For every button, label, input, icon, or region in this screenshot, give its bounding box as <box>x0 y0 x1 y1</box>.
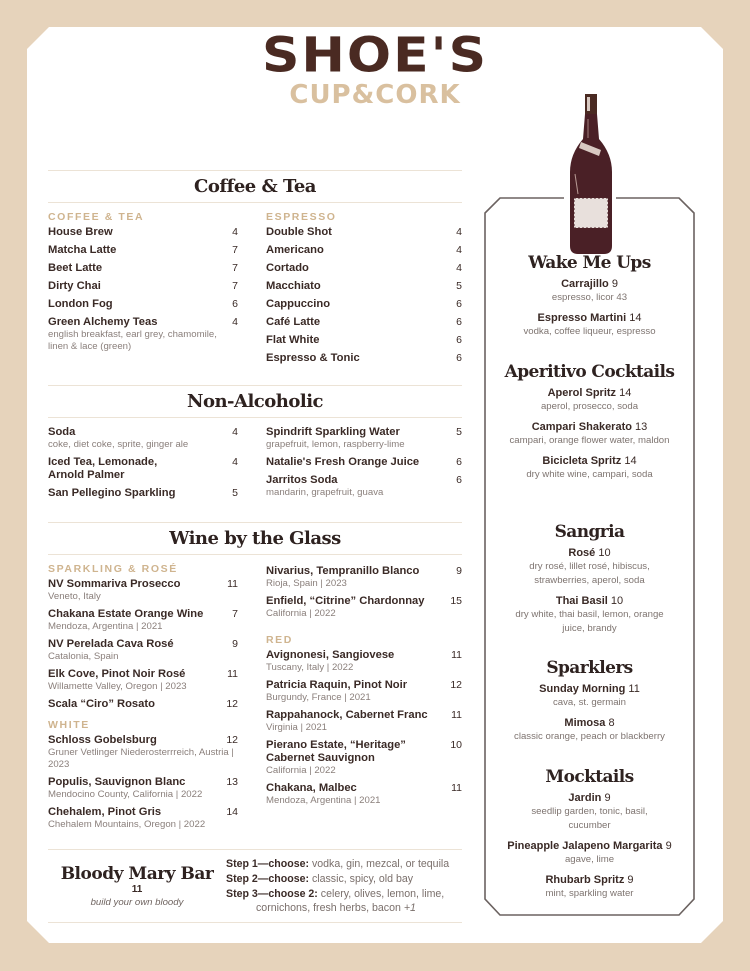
cocktail-price: 14 <box>624 455 637 467</box>
left-column <box>48 170 462 923</box>
item-description: Burgundy, France | 2021 <box>266 692 371 703</box>
menu-item <box>266 334 462 347</box>
step-label: Step 3—choose 2: <box>226 888 318 900</box>
item-price: 14 <box>226 806 238 818</box>
step-3 <box>226 887 449 902</box>
item-price: 5 <box>456 280 462 292</box>
item-price: 7 <box>232 608 238 620</box>
cocktail-price: 11 <box>628 683 640 695</box>
menu-item <box>48 487 238 500</box>
bloody-mary-title: Bloody Mary Bar <box>60 864 214 884</box>
item-description: aperol, prosecco, soda <box>540 401 639 412</box>
aperitivo-section <box>484 361 695 488</box>
menu-item <box>266 226 462 239</box>
item-name: Spindrift Sparkling Water <box>266 426 400 438</box>
non-alcoholic-section <box>48 418 462 522</box>
menu-item <box>48 244 238 257</box>
menu-item <box>266 244 462 257</box>
item-price: 15 <box>450 595 462 607</box>
item-name <box>484 311 695 325</box>
item-name: Macchiato <box>266 280 321 292</box>
cocktail-name: Thai Basil <box>555 595 608 607</box>
section-title-sangria: Sangria <box>554 522 625 542</box>
menu-item <box>48 456 238 482</box>
item-name: Rappahanock, Cabernet Franc <box>266 709 428 721</box>
item-price: 6 <box>456 316 462 328</box>
step-1 <box>226 857 449 872</box>
menu-item <box>48 262 238 275</box>
item-price: 4 <box>232 316 238 328</box>
item-name: Flat White <box>266 334 320 346</box>
item-description: classic orange, peach or blackberry <box>514 731 665 742</box>
item-name <box>484 277 695 291</box>
cocktail-price: 10 <box>610 595 624 607</box>
category-red: RED <box>266 634 293 646</box>
bloody-mary-header <box>48 850 226 922</box>
step-extra: +1 <box>403 902 416 914</box>
item-description: Willamette Valley, Oregon | 2023 <box>48 681 187 692</box>
item-price: 7 <box>232 244 238 256</box>
wake-me-ups-section <box>484 252 695 345</box>
menu-item <box>266 595 462 620</box>
section-title-wine: Wine by the Glass <box>48 522 462 555</box>
item-name: Double Shot <box>266 226 332 238</box>
sangria-section <box>484 521 695 642</box>
item-description: Chehalem Mountains, Oregon | 2022 <box>48 819 206 830</box>
cocktail-name: Campari Shakerato <box>531 421 632 433</box>
item-name: Chehalem, Pinot Gris <box>48 806 162 818</box>
item-name: Café Latte <box>266 316 321 328</box>
item-name: Nivarius, Tempranillo Blanco <box>266 565 420 577</box>
non-alcoholic-right <box>266 426 462 522</box>
item-name: NV Sommariva Prosecco <box>48 578 181 590</box>
item-description: campari, orange flower water, maldon <box>509 435 670 446</box>
section-title-sparklers: Sparklers <box>546 658 633 678</box>
menu-item <box>266 352 462 365</box>
item-name <box>484 594 695 608</box>
cocktail-price: 9 <box>665 840 672 852</box>
item-name: Iced Tea, Lemonade, Arnold Palmer <box>48 456 158 481</box>
item-name: Chakana, Malbec <box>266 782 357 794</box>
step-text: vodka, gin, mezcal, or tequila <box>311 858 450 870</box>
item-name: Matcha Latte <box>48 244 117 256</box>
item-description: dry white wine, campari, soda <box>526 469 653 480</box>
item-name: Patricia Raquin, Pinot Noir <box>266 679 408 691</box>
item-name: NV Perelada Cava Rosé <box>48 638 174 650</box>
wine-bottle-icon <box>566 94 616 254</box>
menu-item <box>266 280 462 293</box>
menu-item <box>48 734 238 771</box>
item-name: Cortado <box>266 262 309 274</box>
item-name: Enfield, “Citrine” Chardonnay <box>266 595 425 607</box>
cocktail-price: 9 <box>604 792 611 804</box>
item-name: London Fog <box>48 298 113 310</box>
menu-item <box>48 638 238 663</box>
item-description: Mendoza, Argentina | 2021 <box>266 795 381 806</box>
menu-item <box>48 280 238 293</box>
cocktail-name: Pineapple Jalapeno Margarita <box>507 840 663 852</box>
item-price: 4 <box>456 244 462 256</box>
item-description: mint, sparkling water <box>545 888 634 899</box>
item-name: Avignonesi, Sangiovese <box>266 649 395 661</box>
section-title-non-alcoholic: Non-Alcoholic <box>48 385 462 418</box>
item-price: 11 <box>451 782 462 794</box>
item-name <box>484 791 695 805</box>
non-alcoholic-left <box>48 426 238 522</box>
item-description: Gruner Vetlinger Niederosterrreich, Austria | 2023 <box>48 747 234 770</box>
brand-name: SHOE'S <box>261 28 489 84</box>
item-name: Dirty Chai <box>48 280 101 292</box>
item-description: grapefruit, lemon, raspberry-lime <box>266 439 405 450</box>
menu-item <box>266 316 462 329</box>
item-name <box>484 873 695 887</box>
item-description: dry white, thai basil, lemon, orange juice, brandy <box>515 609 664 634</box>
cocktail-name: Sunday Morning <box>539 683 626 695</box>
item-price: 4 <box>232 226 238 238</box>
item-name: Schloss Gobelsburg <box>48 734 157 746</box>
step-label: Step 1—choose: <box>226 858 310 870</box>
menu-item <box>48 698 238 711</box>
menu-item <box>266 565 462 590</box>
item-description: espresso, licor 43 <box>551 292 628 303</box>
menu-item <box>266 739 462 777</box>
item-name <box>484 420 695 434</box>
item-name: Cappuccino <box>266 298 331 310</box>
step-text: celery, olives, lemon, lime, <box>320 888 445 900</box>
menu-item <box>48 578 238 603</box>
logo <box>0 30 750 110</box>
item-price: 11 <box>227 578 238 590</box>
item-description: agave, lime <box>564 854 615 865</box>
menu-item <box>48 806 238 831</box>
item-price: 5 <box>456 426 462 438</box>
wine-section <box>48 555 462 849</box>
item-price: 4 <box>456 226 462 238</box>
item-price: 6 <box>232 298 238 310</box>
item-price: 12 <box>450 679 462 691</box>
item-description: Veneto, Italy <box>48 591 101 602</box>
step-3-continued <box>226 902 449 914</box>
item-name: House Brew <box>48 226 113 238</box>
cocktail-price: 8 <box>608 717 615 729</box>
item-name: Elk Cove, Pinot Noir Rosé <box>48 668 186 680</box>
item-name: Natalie's Fresh Orange Juice <box>266 456 420 468</box>
item-name: Scala “Ciro” Rosato <box>48 698 155 710</box>
item-description: California | 2022 <box>266 765 336 776</box>
bloody-mary-bar <box>48 849 462 923</box>
item-name: Beet Latte <box>48 262 103 274</box>
cocktail-name: Espresso Martini <box>537 312 627 324</box>
item-price: 6 <box>456 474 462 486</box>
cocktail-price: 14 <box>619 387 632 399</box>
cocktail-price: 14 <box>629 312 642 324</box>
category-white: WHITE <box>48 719 90 731</box>
item-description: vodka, coffee liqueur, espresso <box>523 326 656 337</box>
item-description: coke, diet coke, sprite, ginger ale <box>48 439 189 450</box>
item-price: 10 <box>450 739 462 751</box>
item-description: Catalonia, Spain <box>48 651 119 662</box>
item-price: 7 <box>232 262 238 274</box>
item-price: 9 <box>456 565 462 577</box>
item-description: english breakfast, earl grey, chamomile, linen & lace (green) <box>48 329 217 352</box>
item-price: 12 <box>226 698 238 710</box>
cocktail-name: Jardin <box>568 792 602 804</box>
menu-item <box>266 426 462 451</box>
item-name: Espresso & Tonic <box>266 352 360 364</box>
cocktail-price: 10 <box>598 547 611 559</box>
brand-tagline: CUP&CORK <box>289 80 461 110</box>
item-name <box>484 386 695 400</box>
item-description: Mendocino County, California | 2022 <box>48 789 203 800</box>
item-name <box>484 716 695 730</box>
cocktail-name: Carrajillo <box>561 278 609 290</box>
wine-right <box>266 555 462 849</box>
mocktails-section <box>484 766 695 907</box>
item-price: 13 <box>226 776 238 788</box>
menu-item <box>48 298 238 311</box>
cocktail-name: Bicicleta Spritz <box>542 455 622 467</box>
item-price: 6 <box>456 352 462 364</box>
espresso-column <box>266 203 462 385</box>
menu-item <box>48 226 238 239</box>
item-price: 4 <box>456 262 462 274</box>
cocktail-name: Aperol Spritz <box>547 387 617 399</box>
item-description: seedlip garden, tonic, basil, cucumber <box>531 806 648 831</box>
item-description: California | 2022 <box>266 608 336 619</box>
menu-item <box>48 426 238 451</box>
item-name <box>484 454 695 468</box>
item-description: Mendoza, Argentina | 2021 <box>48 621 163 632</box>
item-name: Pierano Estate, “Heritage” Cabernet Sauvignon <box>266 739 406 764</box>
step-2 <box>226 872 449 887</box>
category-sparkling-rose: SPARKLING & ROSÉ <box>48 563 178 575</box>
menu-item <box>48 668 238 693</box>
item-description: cava, st. germain <box>552 697 627 708</box>
coffee-tea-section <box>48 203 462 385</box>
section-title-aperitivo: Aperitivo Cocktails <box>504 362 675 382</box>
item-description: dry rosé, lillet rosé, hibiscus, strawberries, aperol, soda <box>529 561 650 586</box>
item-price: 4 <box>232 456 238 468</box>
item-name: Populis, Sauvignon Blanc <box>48 776 186 788</box>
item-price: 6 <box>456 334 462 346</box>
menu-item <box>266 709 462 734</box>
menu-item <box>48 776 238 801</box>
menu-item <box>266 298 462 311</box>
step-text: cornichons, fresh herbs, bacon <box>256 902 401 914</box>
menu-item <box>266 262 462 275</box>
sparklers-section <box>484 657 695 750</box>
menu-item <box>266 679 462 704</box>
menu-item <box>48 608 238 633</box>
item-price: 6 <box>456 298 462 310</box>
bloody-mary-price: 11 <box>131 884 143 895</box>
cocktail-name: Mimosa <box>564 717 606 729</box>
cocktail-price: 13 <box>635 421 648 433</box>
item-price: 11 <box>451 709 462 721</box>
menu-item <box>266 456 462 469</box>
item-price: 5 <box>232 487 238 499</box>
item-price: 4 <box>232 426 238 438</box>
item-description: Tuscany, Italy | 2022 <box>266 662 354 673</box>
item-name <box>484 682 695 696</box>
bloody-mary-subtitle: build your own bloody <box>90 897 184 908</box>
item-price: 9 <box>232 638 238 650</box>
cocktail-name: Rosé <box>568 547 596 559</box>
item-description: Rioja, Spain | 2023 <box>266 578 347 589</box>
menu-item <box>266 474 462 499</box>
item-name: Chakana Estate Orange Wine <box>48 608 204 620</box>
item-price: 6 <box>456 456 462 468</box>
cocktail-name: Rhubarb Spritz <box>545 874 625 886</box>
bloody-mary-steps <box>226 850 449 922</box>
wine-left <box>48 555 238 849</box>
coffee-column <box>48 203 238 385</box>
step-text: classic, spicy, old bay <box>311 873 414 885</box>
item-name: Soda <box>48 426 76 438</box>
step-label: Step 2—choose: <box>226 873 310 885</box>
cocktail-price: 9 <box>627 874 634 886</box>
item-price: 11 <box>227 668 238 680</box>
section-title-wake-me-ups: Wake Me Ups <box>528 253 651 273</box>
item-name: Green Alchemy Teas <box>48 316 158 328</box>
section-title-mocktails: Mocktails <box>545 767 634 787</box>
item-price: 12 <box>226 734 238 746</box>
cocktail-price: 9 <box>611 278 618 290</box>
menu-item <box>48 316 238 353</box>
item-name <box>484 546 695 560</box>
item-name <box>484 839 695 853</box>
item-price: 11 <box>451 649 462 661</box>
item-name: San Pellegino Sparkling <box>48 487 176 499</box>
item-name: Americano <box>266 244 324 256</box>
item-description: mandarin, grapefruit, guava <box>266 487 384 498</box>
menu-item <box>266 782 462 807</box>
item-name: Jarritos Soda <box>266 474 338 486</box>
item-description: Virginia | 2021 <box>266 722 327 733</box>
category-espresso: ESPRESSO <box>266 211 337 223</box>
menu-item <box>266 649 462 674</box>
category-coffee-tea: COFFEE & TEA <box>48 211 145 223</box>
section-title-coffee-tea: Coffee & Tea <box>48 170 462 203</box>
item-price: 7 <box>232 280 238 292</box>
